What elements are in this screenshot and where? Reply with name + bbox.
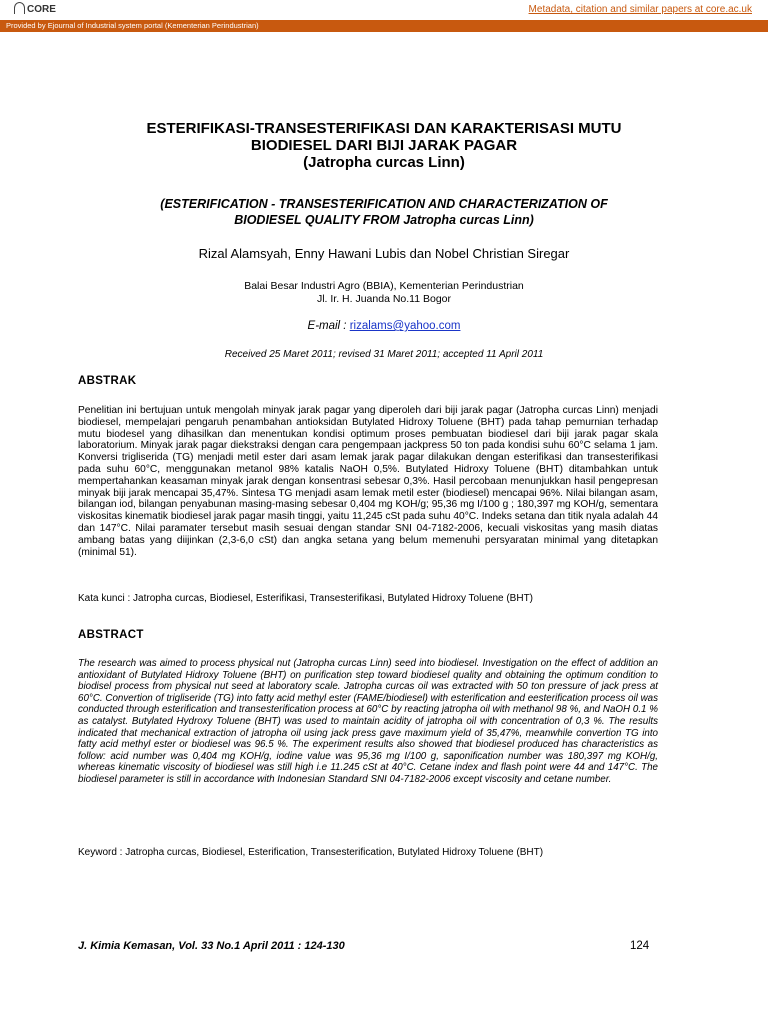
title-line-2: BIODIESEL DARI BIJI JARAK PAGAR — [250, 137, 518, 154]
subtitle-line-1: (ESTERIFICATION - TRANSESTERIFICATION AND CHARACTERIZATION OF — [160, 197, 608, 211]
abstrak-keywords: Kata kunci : Jatropha curcas, Biodiesel, Esterifikasi, Transesterifikasi, Butylated Hidroxy Toluene (BHT) — [78, 593, 534, 604]
top-bar — [0, 0, 768, 20]
received-dates: Received 25 Maret 2011; revised 31 Maret 2011; accepted 11 April 2011 — [224, 349, 544, 360]
core-logo-label: CORE — [27, 3, 56, 15]
title-line-3: (Jatropha curcas Linn) — [303, 154, 465, 171]
core-logo[interactable] — [14, 3, 56, 15]
paper-subtitle — [0, 196, 768, 228]
affiliation — [0, 280, 768, 306]
metadata-link[interactable]: Metadata, citation and similar papers at core.ac.uk — [528, 4, 752, 15]
journal-citation: J. Kimia Kemasan, Vol. 33 No.1 April 2011 : 124-130 — [78, 940, 345, 952]
page-number: 124 — [630, 940, 650, 952]
core-logo-icon — [14, 2, 25, 14]
email-line — [0, 320, 768, 332]
abstract-keywords: Keyword : Jatropha curcas, Biodiesel, Esterification, Transesterification, Butylated Hidroxy Toluene (BHT) — [78, 847, 544, 858]
abstrak-body: Penelitian ini bertujuan untuk mengolah minyak jarak pagar yang diperoleh dari biji jarak pagar (Jatropha curcas Linn) menjadi biodiesel, mempelajari pengaruh penambahan antioksidan Butylated Hidroxy Toluene (BHT) pada tahap pemurnian terhadap mutu biodesel yang dihasilkan dan menentukan kondisi optimum proses pembuatan biodiesel dari biji jarak pagar skala laboratorium. Minyak jarak pagar diekstraksi dengan cara pengempaan jackpress 50 ton pada kondisi suhu 60°C selama 1 jam. Konversi trigliserida (TG) menjadi metil ester dari asam lemak jarak pagar dilakukan dengan esterifikasi dan transesterifikasi pada suhu 60°C, menggunakan metanol 98% katalis NaOH 0,5%. Butylated Hidroxy Toluene (BHT) ditambahkan untuk mempertahankan keasaman minyak jarak dengan konsentrasi sebesar 0,3%. Hasil percobaan menunjukkan hasil pengepresan minyak biji jarak mencapai 35,47%. Sintesa TG menjadi asam lemak metil ester (biodiesel) mencapai 96%. Nilai bilangan asam, bilangan iod, bilangan penyabunan masing-masing sebesar 0,404 mg KOH/g; 95,36 mg I/100 g ; 180,397 mg KOH/g, sementara viskositas kinematik biodiesel jarak pagar masih tinggi, yaitu 11,245 cSt pada suhu 40°C. Indeks setana dan titik nyala adalah 44 dan 147°C. Nilai paramater tersebut masih sesuai dengan standar SNI 04-7182-2006, kecuali viskositas yang masih diatas ambang batas yang diijinkan (2,3-6,0 cSt) dan angka setana yang belum memenuhi persyaratan minimal yang ditetapkan (minimal 51). — [78, 405, 658, 558]
abstract-body: The research was aimed to process physical nut (Jatropha curcas Linn) seed into biodiesel. Investigation on the effect of addition an antioxidant of Butylated Hidroxy Toluene (BHT) on purification step toward biodiesel quality and obtaining the optimum condition to biodisel process from physical nut seed at laboratory scale. Jatropha curcas oil was extracted with 50 ton pressure of jack press at 60°C. Convertion of trigliseride (TG) into fatty acid methyl ester (FAME/biodiesel) with esterification and eesterification process oil was conducted through esterification and transesterification process at 60°C by reacting jatropha oil with methanol 98 %, and NaOH 0.1 % as catalyst. Butylated Hydroxy Toluene (BHT) was used to maintain acidity of jatropha oil with concentration of 0,3 %. The results indicated that mechanical extraction of jatropha oil using jack press gave maximum yield of 35,47%, meanwhile convertion TG into fatty acid methyl ester or biodiesel was 96.5 %. The experiment results also showed that biodiesel produced has characteristics as follow: acid number was 0,404 mg KOH/g, iodine value was 95,36 mg I/100 g, saponification number was 180,397 mg KOH/g, whereas kinematic viscosity of biodiesel was still high i.e 11.245 cSt at 40°C. Cetane index and flash point were 44 and 147°C. The biodiesel parameter is still in accordance with Indonesian Standard SNI 04-7182-2006 except viscosity and cetane number. — [78, 658, 658, 785]
abstrak-heading: ABSTRAK — [78, 375, 137, 387]
email-link[interactable]: rizalams@yahoo.com — [349, 320, 461, 332]
provided-by-bar — [0, 20, 768, 32]
affiliation-line-1: Balai Besar Industri Agro (BBIA), Kementerian Perindustrian — [244, 280, 524, 292]
paper-title — [0, 120, 768, 171]
subtitle-line-2: BIODIESEL QUALITY FROM Jatropha curcas Linn) — [234, 213, 534, 227]
provided-by-text: Provided by Ejournal of Industrial system portal (Kementerian Perindustrian) — [6, 21, 259, 30]
title-line-1: ESTERIFIKASI-TRANSESTERIFIKASI DAN KARAKTERISASI MUTU — [146, 120, 622, 137]
affiliation-line-2: Jl. Ir. H. Juanda No.11 Bogor — [316, 293, 452, 305]
abstract-heading: ABSTRACT — [78, 629, 144, 641]
email-label: E-mail : — [307, 320, 350, 332]
authors: Rizal Alamsyah, Enny Hawani Lubis dan Nobel Christian Siregar — [198, 246, 570, 261]
